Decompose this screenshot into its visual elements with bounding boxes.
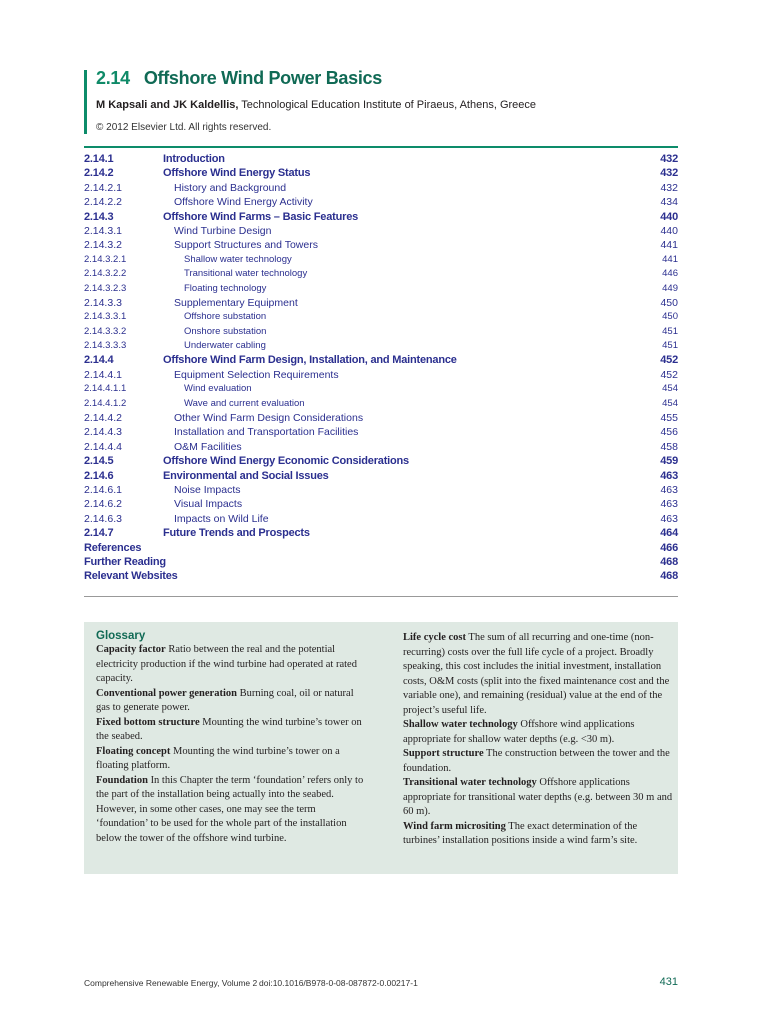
toc-number: 2.14.4.3 [84,426,122,439]
accent-bar [84,70,87,134]
glossary-term: Fixed bottom structure [96,716,200,728]
toc-number: 2.14.6.2 [84,498,122,511]
toc-number: 2.14.4 [84,354,114,367]
toc-title: Underwater cabling [184,340,266,352]
toc-number: 2.14.6 [84,469,114,482]
toc-title: Offshore substation [184,311,267,323]
toc-page: 432 [660,181,678,194]
toc-number: 2.14.3.3.3 [84,340,127,352]
toc-title: Wind evaluation [184,383,252,395]
toc-entry[interactable] [84,210,678,224]
glossary-term: Transitional water technology [403,777,537,788]
toc-entry[interactable] [84,339,678,353]
toc-page: 459 [660,455,678,468]
toc-title: Floating technology [184,282,267,294]
toc-page: 450 [660,296,678,309]
toc-title: Wave and current evaluation [184,397,305,409]
toc-entry[interactable] [84,425,678,439]
glossary-definition: Offshore wind applications appropriate for shallow water depths (e.g. <30 m). [403,719,635,745]
toc-entry[interactable] [84,469,678,483]
toc-entry[interactable] [84,325,678,339]
glossary-term: Wind farm micrositing [403,820,506,832]
toc-page: 456 [660,426,678,439]
toc-number: 2.14.4.1 [84,368,122,381]
toc-number: 2.14.3.2 [84,239,122,252]
toc-number: 2.14.3.2.2 [84,268,127,280]
chapter-number: 2.14 [96,68,130,88]
glossary-definition: Mounting the wind turbine’s tower on a floating platform. [96,745,340,771]
glossary-definition: The exact determination of the turbines’ installation positions inside a wind farm’s site. [403,820,638,846]
toc-number: 2.14.3.1 [84,224,122,237]
toc-page: 454 [662,397,678,409]
glossary-column-left [96,643,368,846]
glossary-entry [96,687,368,716]
glossary-entry [96,745,368,774]
toc-title: Onshore substation [184,325,267,337]
toc-entry[interactable] [84,166,678,180]
chapter-header [96,68,536,133]
chapter-title-text: Offshore Wind Power Basics [143,68,382,88]
toc-entry[interactable] [84,296,678,310]
toc-title: Wind Turbine Design [174,224,272,237]
table-of-contents [84,152,678,584]
toc-number: 2.14.2.1 [84,181,122,194]
toc-entry[interactable] [84,282,678,296]
toc-title: Equipment Selection Requirements [174,368,339,381]
toc-page: 432 [660,167,678,180]
divider [84,596,678,597]
glossary-entry [403,776,675,820]
copyright: © 2012 Elsevier Ltd. All rights reserved. [96,122,272,133]
toc-page: 432 [660,153,678,165]
toc-page: 446 [662,268,678,280]
glossary-definition: Ratio between the real and the potential electricity production if the wind turbine had operated at rated capacity. [96,644,357,684]
toc-entry[interactable] [84,310,678,324]
toc-entry[interactable] [84,555,678,569]
toc-entry[interactable] [84,253,678,267]
toc-title: Transitional water technology [184,268,308,280]
glossary-entry [403,747,675,776]
toc-number: 2.14.3.3.2 [84,325,127,337]
toc-title: Future Trends and Prospects [163,527,310,540]
glossary-definition: The construction between the tower and the foundation. [403,748,670,774]
doi: doi:10.1016/B978-0-08-087872-0.00217-1 [259,978,418,988]
toc-page: 441 [662,253,678,265]
authors: M Kapsali and JK Kaldellis, [96,99,239,111]
toc-entry[interactable] [84,238,678,252]
toc-entry[interactable] [84,195,678,209]
toc-number: 2.14.4.1.2 [84,397,127,409]
toc-title: Other Wind Farm Design Considerations [174,412,364,425]
toc-entry[interactable] [84,353,678,367]
toc-title: Offshore Wind Energy Activity [174,196,313,209]
toc-entry[interactable] [84,411,678,425]
toc-title: Noise Impacts [174,483,241,496]
toc-entry[interactable] [84,397,678,411]
toc-page: 440 [660,210,678,223]
divider [84,146,678,148]
toc-page: 463 [660,512,678,525]
toc-page: 451 [662,325,678,337]
toc-page: 458 [660,440,678,453]
toc-number: Relevant Websites [84,570,178,583]
page-number: 431 [659,976,678,988]
glossary-entry [96,716,368,745]
glossary-entry [96,643,368,687]
toc-page: 451 [662,340,678,352]
toc-number: 2.14.4.1.1 [84,383,127,395]
toc-entry[interactable] [84,152,678,166]
glossary-definition: Offshore applications appropriate for transitional water depths (e.g. between 30 m and 60 m). [403,777,673,817]
toc-entry[interactable] [84,368,678,382]
toc-entry[interactable] [84,181,678,195]
toc-number: 2.14.4.4 [84,440,122,453]
toc-title: History and Background [174,181,287,194]
glossary-term: Support structure [403,748,484,759]
glossary-entry [403,718,675,747]
toc-page: 455 [660,412,678,425]
toc-number: References [84,541,142,554]
toc-entry[interactable] [84,224,678,238]
glossary-entry [403,820,675,849]
toc-page: 449 [662,282,678,294]
chapter-title [96,68,536,89]
glossary-column-right [403,631,675,849]
toc-entry[interactable] [84,483,678,497]
toc-number: 2.14.5 [84,455,114,468]
toc-number: 2.14.6.1 [84,483,122,496]
toc-number: 2.14.3 [84,210,114,223]
glossary-term: Foundation [96,774,148,786]
toc-entry[interactable] [84,512,678,526]
toc-page: 463 [660,469,678,482]
toc-number: 2.14.2 [84,167,114,180]
toc-entry[interactable] [84,569,678,583]
glossary-box [84,622,678,874]
toc-number: 2.14.2.2 [84,196,122,209]
toc-page: 468 [660,555,678,568]
toc-page: 464 [660,527,678,540]
toc-title: Installation and Transportation Facilities [174,426,359,439]
toc-title: Supplementary Equipment [174,296,298,309]
toc-page: 452 [660,368,678,381]
toc-page: 463 [660,498,678,511]
toc-number: 2.14.1 [84,153,114,165]
toc-page: 468 [660,570,678,583]
toc-entry[interactable] [84,497,678,511]
glossary-title: Glossary [96,630,146,642]
toc-title: Offshore Wind Energy Status [163,167,311,180]
toc-title: Offshore Wind Farms – Basic Features [163,210,359,223]
glossary-definition: The sum of all recurring and one-time (non-recurring) costs over the full life cycle of a project. Broadly speaking, this cost includes the initial investment, installation costs, O&M costs (split into the fixed maintenance cost and the variable one), and remaining (residual) value at the end of the project’s useful life. [403,632,670,716]
affiliation: Technological Education Institute of Piraeus, Athens, Greece [238,99,537,111]
glossary-definition: In this Chapter the term ‘foundation’ refers only to the part of the installation being actually into the seabed. However, in some other cases, one may see the term ‘foundation’ to be used for the whole part of the installation below the tower of the offshore wind turbine. [96,774,364,844]
toc-page: 434 [660,196,678,209]
glossary-entry [403,631,675,718]
glossary-entry [96,774,368,847]
toc-number: 2.14.7 [84,527,114,540]
toc-page: 440 [660,224,678,237]
glossary-term: Floating concept [96,745,171,757]
toc-entry[interactable] [84,526,678,540]
glossary-definition: Mounting the wind turbine’s tower on the seabed. [96,716,362,742]
toc-number: 2.14.3.3.1 [84,311,127,323]
glossary-term: Capacity factor [96,644,166,655]
toc-title: Impacts on Wild Life [174,512,269,525]
author-line [96,99,536,111]
toc-title: Offshore Wind Energy Economic Considerations [163,455,409,468]
glossary-term: Life cycle cost [403,632,466,643]
toc-number: 2.14.3.2.1 [84,253,127,265]
toc-number: 2.14.6.3 [84,512,122,525]
toc-title: Support Structures and Towers [174,239,318,252]
glossary-term: Shallow water technology [403,719,518,730]
toc-number: Further Reading [84,555,166,568]
toc-page: 441 [660,239,678,252]
toc-number: 2.14.4.2 [84,412,122,425]
toc-entry[interactable] [84,440,678,454]
toc-number: 2.14.3.3 [84,296,122,309]
toc-title: Visual Impacts [174,498,243,511]
toc-page: 450 [662,311,678,323]
toc-title: Environmental and Social Issues [163,469,329,482]
toc-title: Introduction [163,153,225,165]
toc-entry[interactable] [84,267,678,281]
toc-page: 466 [660,541,678,554]
toc-entry[interactable] [84,454,678,468]
toc-number: 2.14.3.2.3 [84,282,127,294]
glossary-term: Conventional power generation [96,687,237,699]
glossary-definition: Burning coal, oil or natural gas to generate power. [96,687,354,713]
toc-title: Offshore Wind Farm Design, Installation, and Maintenance [163,354,457,367]
toc-page: 463 [660,483,678,496]
toc-title: Shallow water technology [184,253,292,265]
toc-page: 454 [662,383,678,395]
toc-entry[interactable] [84,541,678,555]
toc-page: 452 [660,354,678,367]
toc-title: O&M Facilities [174,440,242,453]
journal-name: Comprehensive Renewable Energy, Volume 2 [84,978,258,988]
toc-entry[interactable] [84,382,678,396]
